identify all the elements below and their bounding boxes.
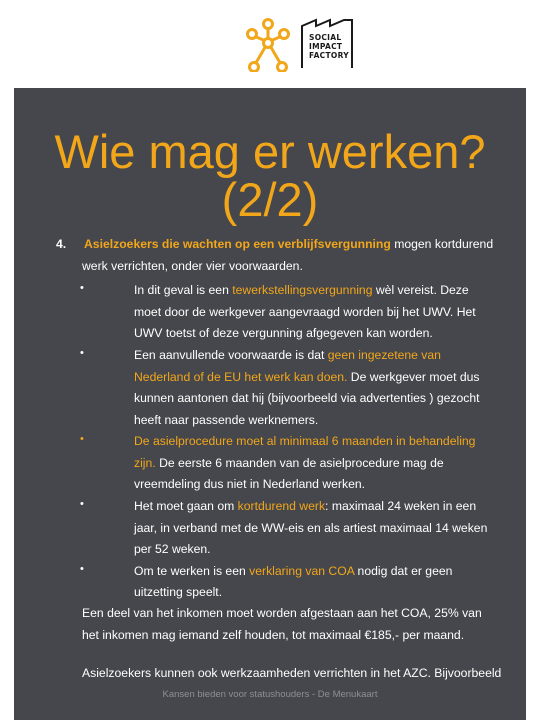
bullet-3-line-1: De asielprocedure moet al minimaal 6 maanden in behandeling — [134, 434, 476, 448]
slide-footer: Kansen bieden voor statushouders - De Menukaart — [162, 689, 378, 700]
logo-word-impact: IMPACT — [309, 42, 343, 51]
intro-line-1: Asielzoekers die wachten op een verblijfsvergunning mogen kortdurend — [84, 237, 494, 251]
bullet-4-line-3: per 52 weken. — [134, 542, 211, 556]
bullet-5-marker: • — [80, 563, 84, 575]
molecule-icon — [246, 16, 290, 72]
bullet-4-line-2: jaar, in verband met de WW-eis en als artiest maximaal 14 weken — [134, 521, 488, 535]
bullet-2-line-4: heeft naar passende werknemers. — [134, 413, 319, 427]
paragraph-1-line-2: het inkomen mag iemand zelf houden, tot maximaal €185,- per maand. — [82, 628, 465, 642]
bullet-3-line-2: zijn. De eerste 6 maanden van de asielprocedure mag de — [134, 456, 444, 470]
bullet-1-line-1: In dit geval is een tewerkstellingsvergunning wèl vereist. Deze — [134, 283, 469, 297]
logo-word-social: SOCIAL — [309, 33, 342, 42]
bullet-3-marker: • — [80, 433, 84, 445]
bullet-4-marker: • — [80, 498, 84, 510]
title-line-1: Wie mag er werken? — [54, 125, 486, 178]
bullet-1-line-2: moet door de werkgever aangevraagd worden bij het UWV. Het — [134, 305, 476, 319]
slide-title — [30, 125, 510, 226]
bullet-1-line-3: UWV toetst of deze vergunning afgegeven kan worden. — [134, 326, 433, 340]
bullet-5-line-1: Om te werken is een verklaring van COA nodig dat er geen — [134, 564, 453, 578]
bullet-2-line-2: Nederland of de EU het werk kan doen. De werkgever moet dus — [134, 370, 480, 384]
bullet-1-marker: • — [80, 282, 84, 294]
bullet-2-line-3: kunnen aantonen dat hij (bijvoorbeeld via advertenties ) gezocht — [134, 391, 480, 405]
title-line-2: (2/2) — [221, 173, 319, 226]
paragraph-2-line-1: Asielzoekers kunnen ook werkzaamheden verrichten in het AZC. Bijvoorbeeld — [82, 666, 502, 680]
bullet-4-line-1: Het moet gaan om kortdurend werk: maximaal 24 weken in een — [134, 499, 477, 513]
paragraph-1-line-1: Een deel van het inkomen moet worden afgestaan aan het COA, 25% van — [82, 606, 482, 620]
item-number: 4. — [56, 237, 67, 251]
intro-line-2: werk verrichten, onder vier voorwaarden. — [82, 259, 303, 273]
bullet-5-line-2: uitzetting speelt. — [134, 585, 223, 599]
bullet-2-line-1: Een aanvullende voorwaarde is dat geen ingezetene van — [134, 348, 441, 362]
logo-word-factory: FACTORY — [309, 51, 349, 60]
social-impact-factory-logo — [300, 18, 358, 74]
bullet-2-marker: • — [80, 347, 84, 359]
bullet-3-line-3: vreemdeling dus niet in Nederland werken. — [134, 477, 366, 491]
